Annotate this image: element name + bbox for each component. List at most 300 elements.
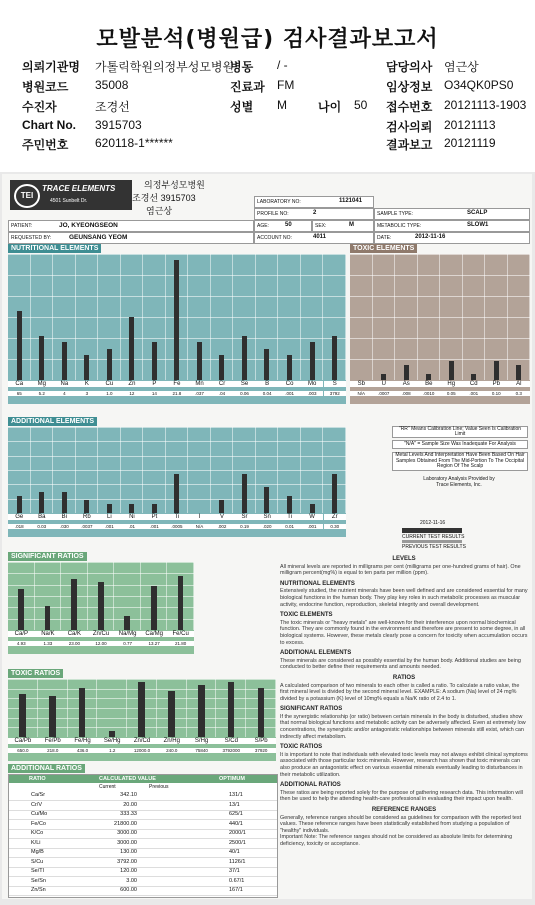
toxic-ratio-value: 436.0 [68, 748, 98, 753]
nutritional-bar [287, 355, 292, 380]
metabolic-label: METABOLIC TYPE: [377, 223, 422, 229]
ratio-row [9, 839, 277, 849]
toxic-bar [381, 374, 386, 380]
additional-bar [152, 504, 157, 513]
toxic-label: Pb [485, 381, 508, 387]
ratio-name: Cr/V [31, 801, 42, 808]
value-institution: 가톨릭학원의정부성모병원 [95, 60, 235, 74]
nutritional-label: P [143, 381, 166, 387]
scanned-report [0, 172, 535, 905]
additional-label: Sr [233, 514, 256, 520]
chart-column [143, 427, 166, 513]
col-previous: Previous [149, 784, 169, 790]
patient-label: PATIENT: [11, 223, 33, 229]
ratio-value: 600.00 [120, 887, 137, 893]
ratio-row [9, 867, 277, 877]
toxic-ratio-value: 650.0 [8, 748, 38, 753]
toxic-ratio-bar [49, 696, 56, 737]
additional-label: Ba [31, 514, 54, 520]
profile-box [254, 208, 374, 220]
nutritional-bar [129, 317, 134, 380]
report-date: 2012-11-16 [415, 234, 446, 240]
significant-bar [45, 606, 51, 630]
toxic-ratios-heading: TOXIC RATIOS [8, 669, 63, 678]
significant-chart [8, 562, 194, 654]
nutritional-heading: NUTRITIONAL ELEMENTS [8, 244, 101, 253]
additional-value: 0.30 [324, 524, 347, 529]
toxic-ratio-bar [168, 691, 175, 737]
toxic-ratio-label: Fe/Pb [38, 738, 68, 744]
toxic-bar [426, 374, 431, 380]
toxic-bar [449, 361, 454, 380]
toxic-ratio-label: S/Hg [187, 738, 217, 744]
label-clinical-info: 임상정보 [386, 80, 433, 94]
ratio-name: Ca/Sr [31, 792, 46, 798]
additional-value: 0.01 [278, 524, 301, 529]
toxic-ratio-bar [138, 682, 145, 737]
toxic-ratio-label: Ca/Pb [8, 738, 38, 744]
toxic-explain-heading: TOXIC ELEMENTS [280, 612, 333, 619]
account-label: ACCOUNT NO: [257, 235, 292, 241]
nutritional-label: Mn [188, 381, 211, 387]
ratio-name: Mg/B [31, 849, 44, 855]
ratio-row [9, 886, 277, 896]
significant-label: Ca/Mg [141, 631, 168, 637]
significant-value: 4.93 [8, 641, 35, 646]
nutritional-label: Cr [211, 381, 234, 387]
lab-signature-line2: Trace Elements, Inc. [436, 482, 482, 488]
ratio-value: 130.00 [120, 849, 137, 855]
additional-bar [17, 496, 22, 513]
nutritional-value: .04 [211, 391, 234, 396]
chart-column [508, 254, 531, 380]
age-value: 50 [285, 222, 292, 228]
significant-value: 21.80 [167, 641, 194, 646]
nutritional-value: 21.8 [166, 391, 189, 396]
toxic-ratio-value: 12000.0 [127, 748, 157, 753]
toxic-label: As [395, 381, 418, 387]
label-ward: 병동 [230, 60, 254, 74]
toxic-ratio-value: 1.2 [97, 748, 127, 753]
ratio-name: Zn/Sn [31, 887, 46, 893]
nutritional-value: .003 [301, 391, 324, 396]
label-hospital-code: 병원코드 [22, 80, 69, 94]
nutritional-bar [264, 349, 269, 381]
additional-bar [332, 474, 337, 513]
profile-label: PROFILE NO: [257, 211, 289, 217]
nutritional-label: Zn [121, 381, 144, 387]
col-ratio: RATIO [29, 776, 46, 782]
previous-label: PREVIOUS TEST RESULTS [402, 544, 466, 550]
toxic-ratio-label: S/Cd [216, 738, 246, 744]
sample-type-label: SAMPLE TYPE: [377, 211, 414, 217]
ratio-optimum: 13/1 [229, 801, 240, 808]
additional-label: Bi [53, 514, 76, 520]
levels-heading: LEVELS [392, 556, 416, 562]
significant-value: 12.00 [88, 641, 115, 646]
significant-value: 23.00 [61, 641, 88, 646]
significant-value: 13.27 [141, 641, 168, 646]
toxic-explain-text: The toxic minerals or "heavy metals" are well-known for their interference upon normal biochemical function. They are commonly found in the environment and therefore are present to some degree, in all biological systems. However, these metals clearly pose a concern for toxicity when accumulation occurs to excess. [280, 619, 528, 646]
nutritional-label: S [324, 381, 347, 387]
additional-bar [174, 474, 179, 513]
toxic-value: .0010 [418, 391, 441, 396]
lab-name: TRACE ELEMENTS [42, 184, 116, 193]
nutritional-bar [107, 349, 112, 381]
report-title: 모발분석(병원급) 검사결과보고서 [96, 27, 439, 52]
lab-logo [10, 180, 132, 210]
nutritional-label: Co [278, 381, 301, 387]
toxic-chart [350, 254, 530, 404]
nutritional-bar [332, 336, 337, 380]
significant-bar [71, 579, 77, 630]
ratio-value: 3000.00 [117, 839, 137, 846]
nutritional-bar [197, 342, 202, 380]
ratio-value: 333.33 [120, 811, 137, 817]
nutritional-label: Mo [301, 381, 324, 387]
significant-label: Na/Mg [114, 631, 141, 637]
value-age: 50 [354, 98, 368, 112]
nutritional-bar [84, 355, 89, 380]
profile-number: 2 [313, 210, 317, 216]
toxic-ratio-value: 37920 [246, 748, 276, 753]
ratio-optimum: 2500/1 [229, 839, 246, 846]
legend-date: 2012-11-16 [420, 520, 446, 526]
value-request-date: 20121113 [444, 118, 496, 132]
nutritional-value: 65 [8, 391, 31, 396]
ratio-row [9, 810, 277, 820]
value-department: FM [277, 78, 295, 92]
nutritional-value: 5.2 [31, 391, 54, 396]
nutritional-value: 4 [53, 391, 76, 396]
ratios-explain-heading: RATIOS [392, 674, 416, 681]
toxic-label: U [373, 381, 396, 387]
legend-calibration: "RR" Means Calibration Line; Value Seen Is Calibration Limit [392, 426, 528, 438]
chart-column [350, 254, 373, 380]
toxic-ratio-value: 218.0 [38, 748, 68, 753]
toxic-value: .0007 [373, 391, 396, 396]
nutritional-label: K [76, 381, 99, 387]
current-label: CURRENT TEST RESULTS [402, 534, 465, 540]
nutritional-bar [242, 336, 247, 380]
ratio-value: 120.00 [120, 868, 137, 874]
toxic-ratios-explain-heading: TOXIC RATIOS [280, 744, 323, 751]
additional-bar [39, 492, 44, 514]
additional-explain-text: These minerals are considered as possibly essential by the human body. Additional studies are being conducted to better define their requirements and amounts needed. [280, 657, 521, 671]
ratio-optimum: 167/1 [229, 887, 243, 893]
toxic-bar [404, 365, 409, 380]
toxic-label: Al [508, 381, 531, 387]
additional-value: .002 [211, 524, 234, 529]
additional-value: .01 [121, 524, 144, 529]
additional-bar [219, 500, 224, 513]
value-ward: / - [277, 58, 288, 72]
toxic-ratio-value: 3792000 [216, 748, 246, 753]
significant-bar [18, 589, 24, 630]
value-chart-no: 3915703 [95, 118, 142, 132]
label-request-date: 검사의뢰 [386, 120, 433, 134]
significant-label: Na/K [35, 631, 62, 637]
additional-value: .001 [301, 524, 324, 529]
additional-bar [129, 504, 134, 513]
toxic-label: Hg [440, 381, 463, 387]
nutritional-bar [174, 260, 179, 380]
ratio-value: 3000.00 [117, 830, 137, 836]
additional-bar [84, 500, 89, 513]
account-box [254, 232, 374, 244]
label-department: 진료과 [230, 80, 265, 94]
nutritional-bar [152, 342, 157, 380]
reference-note: Important Note: The reference ranges should not be considered as absolute limits for determining deficiency, toxicity or acceptance. [280, 834, 513, 847]
label-age: 나이 [318, 100, 342, 114]
additional-label: V [211, 514, 234, 520]
label-sex: 성별 [230, 100, 254, 114]
additional-value: .030 [53, 524, 76, 529]
nutritional-label: Ca [8, 381, 31, 387]
toxic-bar [516, 365, 521, 380]
significant-label: Fe/Cu [167, 631, 194, 637]
toxic-ratio-label: Zn/Cd [127, 738, 157, 744]
toxic-ratio-bar [79, 688, 86, 737]
chart-column [418, 254, 441, 380]
label-receipt-no: 접수번호 [386, 100, 433, 114]
value-hospital-code: 35008 [95, 78, 129, 92]
additional-value: 0.03 [31, 524, 54, 529]
significant-label: Ca/P [8, 631, 35, 637]
nutritional-value: 14 [143, 391, 166, 396]
chart-column [373, 254, 396, 380]
chart-column [121, 427, 144, 513]
col-calculated: CALCULATED VALUE [99, 776, 156, 782]
ratio-optimum: 131/1 [229, 792, 243, 798]
ratio-optimum: 440/1 [229, 820, 243, 827]
ratio-row [9, 829, 277, 839]
significant-explain-heading: SIGNIFICANT RATIOS [280, 706, 343, 713]
explanations-column [280, 552, 528, 898]
ratio-name: Se/Sn [31, 877, 46, 884]
ratio-name: Cu/Mo [31, 811, 48, 817]
nutritional-label: Se [233, 381, 256, 387]
significant-label: Zn/Cu [88, 631, 115, 637]
toxic-value: 0.05 [440, 391, 463, 396]
toxic-ratio-bar [198, 685, 205, 737]
value-report-date: 20121119 [444, 136, 496, 150]
lab-number-box [254, 196, 374, 208]
toxic-ratio-bar [109, 731, 116, 737]
additional-value: .018 [8, 524, 31, 529]
report-paper [2, 174, 532, 899]
chart-column [97, 679, 127, 737]
additional-value: .0037 [76, 524, 99, 529]
significant-bar [151, 586, 157, 630]
toxic-label: Sb [350, 381, 373, 387]
additional-ratios-table [8, 774, 278, 898]
stamp-patient: 조경선 3915703 [132, 193, 196, 203]
additional-label: Ti [278, 514, 301, 520]
toxic-value: 0.10 [485, 391, 508, 396]
additional-ratios-heading: ADDITIONAL RATIOS [8, 764, 85, 773]
value-sex: M [277, 98, 287, 112]
value-clinical-info: O34QK0PS0 [444, 78, 514, 92]
significant-bar [178, 576, 184, 630]
ratio-value: 342.10 [120, 792, 137, 798]
toxic-ratio-bar [19, 694, 26, 738]
lab-number: 1121041 [339, 198, 363, 204]
nutritional-value: 1.0 [98, 391, 121, 396]
nutritional-label: Mg [31, 381, 54, 387]
ratio-value: 20.00 [123, 801, 137, 808]
sex-label: SEX: [315, 223, 327, 229]
toxic-ratio-value: 75840 [187, 748, 217, 753]
metabolic-box [374, 220, 530, 232]
chart-column [463, 254, 486, 380]
col-optimum: OPTIMUM [219, 776, 245, 782]
significant-bar [124, 616, 130, 630]
requested-box [8, 232, 254, 244]
ratio-name: Se/Tl [31, 868, 44, 874]
requested-label: REQUESTED BY: [11, 235, 52, 241]
significant-bar [98, 582, 104, 630]
label-report-date: 결과보고 [386, 138, 433, 152]
nutritional-label: Cu [98, 381, 121, 387]
toxic-value: 0.3 [508, 391, 531, 396]
lab-signature-line1: Laboratory Analysis Provided by [423, 476, 495, 482]
additional-bar [107, 504, 112, 513]
nutritional-explain-text: Extensively studied, the nutrient minerals have been well defined and are considered essential for many biological functions in the human body. They play key roles in such metabolic processes as muscular activity, endocrine function, reproduction, skeletal integrity and overall development. [280, 588, 528, 608]
date-box [374, 232, 530, 244]
legend-sample-note: Metal Levels And Interpretation Have Been Based On Hair Samples Obtained From The Mid-Portion To The Occipital Region Of The Scalp [392, 452, 528, 471]
ratio-value: 3.00 [126, 877, 137, 884]
additional-explain-heading: ADDITIONAL ELEMENTS [280, 650, 352, 657]
ratio-name: Fe/Co [31, 820, 46, 827]
nutritional-value: 3792 [324, 391, 347, 396]
age-box [254, 220, 312, 232]
value-patient: 조경선 [95, 100, 130, 114]
additional-value: .001 [98, 524, 121, 529]
nutritional-bar [219, 355, 224, 380]
sex-value: M [349, 222, 354, 228]
ratio-row [9, 791, 277, 801]
metabolic-type: SLOW1 [467, 222, 489, 228]
nutritional-chart [8, 254, 346, 404]
additional-bar [62, 492, 67, 514]
sex-box [312, 220, 374, 232]
additional-label: Sn [256, 514, 279, 520]
ratios-table-header [9, 775, 277, 783]
additional-ratios-explain-heading: ADDITIONAL RATIOS [280, 782, 341, 789]
additional-label: Pt [143, 514, 166, 520]
significant-label: Ca/K [61, 631, 88, 637]
toxic-bar [494, 361, 499, 380]
col-current: Current [99, 784, 116, 790]
toxic-ratio-bar [258, 688, 265, 737]
nutritional-value: 12 [121, 391, 144, 396]
toxic-ratio-label: Fe/Hg [68, 738, 98, 744]
additional-bar [264, 487, 269, 513]
toxic-value: .001 [463, 391, 486, 396]
additional-heading: ADDITIONAL ELEMENTS [8, 417, 97, 426]
additional-bar [287, 496, 292, 513]
significant-heading: SIGNIFICANT RATIOS [8, 552, 87, 561]
ratio-value: 3792.00 [117, 858, 137, 865]
nutritional-bar [17, 311, 22, 380]
nutritional-value: 0.04 [256, 391, 279, 396]
legend-area [392, 426, 528, 550]
ratio-optimum: 37/1 [229, 868, 240, 874]
age-label: AGE: [257, 223, 269, 229]
ratio-optimum: 40/1 [229, 849, 240, 855]
ratio-row [9, 858, 277, 868]
stamp-block [132, 178, 205, 217]
chart-column [98, 427, 121, 513]
toxic-ratios-chart [8, 679, 276, 761]
chart-column [188, 427, 211, 513]
requested-by: GEUNSANG YEOM [69, 234, 128, 241]
nutritional-value: .037 [188, 391, 211, 396]
additional-label: Ni [121, 514, 144, 520]
account-number: 4011 [313, 234, 327, 240]
significant-value: 1.33 [35, 641, 62, 646]
lab-logo-icon: TEI [14, 184, 40, 208]
additional-value: .020 [256, 524, 279, 529]
date-label: DATE: [377, 235, 392, 241]
additional-value: .0005 [166, 524, 189, 529]
ratio-name: S/Cu [31, 858, 44, 865]
ratio-row [9, 848, 277, 858]
stamp-hospital: 의정부성모병원 [144, 180, 205, 190]
ratio-optimum: 625/1 [229, 811, 243, 817]
sample-type-box [374, 208, 530, 220]
lab-number-label: LABORATORY NO: [257, 199, 301, 205]
ratio-name: K/Li [31, 839, 41, 846]
additional-value: .001 [143, 524, 166, 529]
additional-label: I [188, 514, 211, 520]
ratios-explain-text: A calculated comparison of two minerals to each other is called a ratio. To calculate a ratio value, the first mineral level is divided by the second mineral level. EXAMPLE: A sodium (Na) level of 24 mg% divided by a potassium (K) level of 10mg% equals a Na/K ratio of 2.4 to 1. [280, 682, 520, 702]
additional-label: Ti [166, 514, 189, 520]
chart-column [301, 427, 324, 513]
nutritional-value: 3 [76, 391, 99, 396]
toxic-ratio-label: Se/Hg [97, 738, 127, 744]
stamp-doctor: 염근상 [146, 206, 173, 216]
toxic-value: N/A [350, 391, 373, 396]
nutritional-value: 0.06 [233, 391, 256, 396]
reference-heading: REFERENCE RANGES [371, 807, 437, 813]
additional-value: 0.19 [233, 524, 256, 529]
previous-swatch [402, 540, 462, 543]
additional-label: Zr [324, 514, 347, 520]
value-resident-no: 620118-1****** [95, 136, 173, 150]
nutritional-label: Fe [166, 381, 189, 387]
patient-name: JO, KYEONGSEON [59, 222, 118, 229]
nutritional-bar [62, 342, 67, 380]
toxic-ratio-label: Zn/Hg [157, 738, 187, 744]
toxic-label: Be [418, 381, 441, 387]
additional-chart [8, 427, 346, 537]
current-swatch [402, 528, 462, 533]
ratio-optimum: 1126/1 [229, 858, 246, 865]
ratio-name: K/Co [31, 830, 44, 836]
ratio-value: 21800.00 [114, 820, 137, 827]
label-resident-no: 주민번호 [22, 138, 69, 152]
significant-explain-text: If the synergistic relationship (or ratio) between certain minerals in the body is disturbed, studies show that normal biological functions and metabolic activity can be adversely affected. Even at extremely low concentrations, the synergistic and/or antagonistic relationships between minerals still exist, which can indirectly affect metabolism. [280, 713, 526, 740]
value-receipt-no: 20121113-1903 [444, 98, 527, 112]
additional-label: Rb [76, 514, 99, 520]
label-patient: 수진자 [22, 100, 57, 114]
nutritional-label: B [256, 381, 279, 387]
additional-bar [242, 474, 247, 513]
nutritional-label: Na [53, 381, 76, 387]
toxic-ratio-bar [228, 682, 235, 737]
